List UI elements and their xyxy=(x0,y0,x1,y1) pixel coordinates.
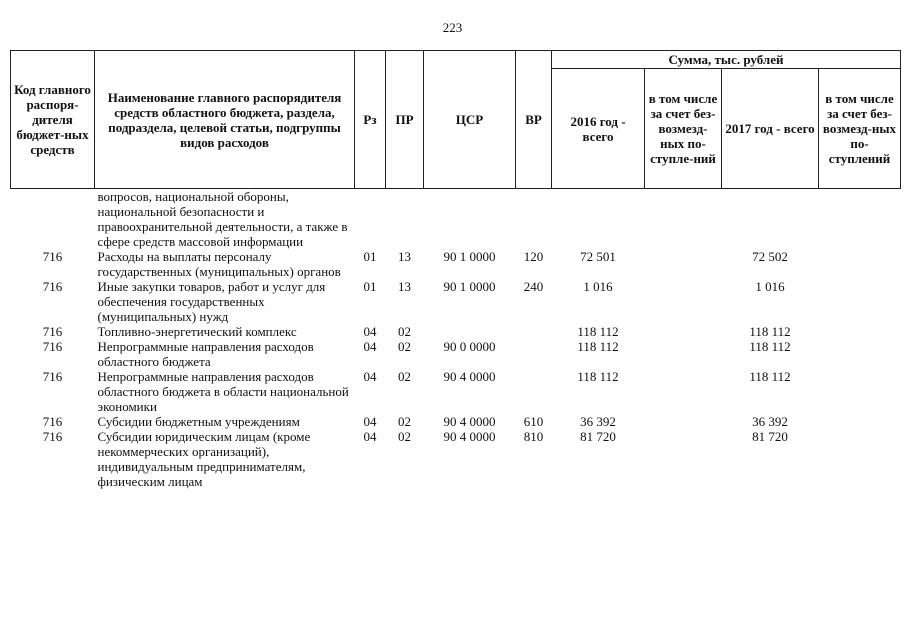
cell-2016-grants xyxy=(645,249,722,279)
cell-csr xyxy=(424,324,516,339)
cell-2016-total: 118 112 xyxy=(577,369,619,384)
cell-vr xyxy=(516,339,552,369)
cell-code: 716 xyxy=(42,249,63,264)
header-sum-group: Сумма, тыс. рублей xyxy=(552,51,901,69)
cell-pr xyxy=(386,189,424,250)
cell-2016-grants xyxy=(645,414,722,429)
cell-pr: 13 xyxy=(398,279,411,294)
cell-2016-total: 72 501 xyxy=(580,249,616,264)
cell-2016-total: 81 720 xyxy=(580,429,616,444)
cell-2017-grants xyxy=(819,324,901,339)
header-pr: ПР xyxy=(386,51,424,189)
cell-code: 716 xyxy=(42,339,63,354)
cell-rz: 04 xyxy=(363,339,377,354)
cell-2016-grants xyxy=(645,189,722,250)
cell-name: Непрограммные направления расходов областного бюджета в области национальной экономики xyxy=(97,369,349,414)
cell-csr: 90 0 0000 xyxy=(443,339,496,354)
cell-vr xyxy=(516,189,552,250)
header-name: Наименование главного распорядителя средств областного бюджета, раздела, подраздела, целевой статьи, подгруппы видов расходов xyxy=(95,51,355,189)
cell-code: 716 xyxy=(42,414,63,429)
cell-csr xyxy=(424,189,516,250)
cell-pr: 02 xyxy=(398,429,411,444)
table-row xyxy=(11,279,901,324)
cell-rz: 01 xyxy=(363,249,377,264)
cell-2017-total: 36 392 xyxy=(752,414,788,429)
cell-2017-grants xyxy=(819,414,901,429)
cell-2016-grants xyxy=(645,369,722,414)
cell-code: 716 xyxy=(42,324,63,339)
table-row xyxy=(11,249,901,279)
cell-csr: 90 1 0000 xyxy=(443,279,496,294)
cell-vr: 120 xyxy=(523,249,544,264)
cell-vr: 810 xyxy=(523,429,544,444)
cell-code: 716 xyxy=(42,279,63,294)
cell-2016-total: 36 392 xyxy=(580,414,616,429)
cell-2017-grants xyxy=(819,369,901,414)
cell-pr: 02 xyxy=(398,339,411,354)
cell-2017-total xyxy=(722,189,819,250)
cell-code: 716 xyxy=(42,369,63,384)
cell-2016-grants xyxy=(645,339,722,369)
table-row xyxy=(11,324,901,339)
header-2017-total: 2017 год - всего xyxy=(722,69,819,189)
header-rz: Рз xyxy=(355,51,386,189)
cell-csr: 90 1 0000 xyxy=(443,249,496,264)
cell-2016-grants xyxy=(645,324,722,339)
cell-2016-total: 118 112 xyxy=(577,324,619,339)
cell-2017-total: 118 112 xyxy=(749,324,791,339)
cell-2017-total: 1 016 xyxy=(755,279,785,294)
cell-vr xyxy=(516,324,552,339)
cell-csr: 90 4 0000 xyxy=(443,429,496,444)
cell-2017-grants xyxy=(819,339,901,369)
cell-pr: 02 xyxy=(398,324,411,339)
cell-vr: 610 xyxy=(523,414,544,429)
cell-2017-total: 72 502 xyxy=(752,249,788,264)
cell-rz: 01 xyxy=(363,279,377,294)
cell-2016-total xyxy=(552,189,645,250)
header-2017-grants: в том числе за счет без-возмезд-ных по-ступлений xyxy=(819,69,901,189)
cell-2017-total: 118 112 xyxy=(749,339,791,354)
cell-pr: 02 xyxy=(398,369,411,384)
cell-pr: 02 xyxy=(398,414,411,429)
cell-code xyxy=(11,189,95,250)
cell-vr xyxy=(516,369,552,414)
cell-name: вопросов, национальной обороны, национальной безопасности и правоохранительной деятельности, а также в сфере средств массовой информации xyxy=(97,189,348,249)
cell-name: Топливно-энергетический комплекс xyxy=(97,324,297,339)
cell-name: Непрограммные направления расходов областного бюджета xyxy=(97,339,314,369)
cell-2016-total: 118 112 xyxy=(577,339,619,354)
header-2016-total: 2016 год - всего xyxy=(552,69,645,189)
cell-name: Субсидии юридическим лицам (кроме некоммерческих организаций), индивидуальным предпринимателям, физическим лицам xyxy=(97,429,311,489)
cell-rz xyxy=(355,189,386,250)
cell-2017-total: 81 720 xyxy=(752,429,788,444)
cell-rz: 04 xyxy=(363,369,377,384)
table-row xyxy=(11,339,901,369)
cell-rz: 04 xyxy=(363,324,377,339)
table-row xyxy=(11,189,901,250)
cell-2016-grants xyxy=(645,279,722,324)
page-number: 223 xyxy=(442,20,463,35)
cell-csr: 90 4 0000 xyxy=(443,414,496,429)
cell-2017-grants xyxy=(819,429,901,489)
cell-vr: 240 xyxy=(523,279,544,294)
header-code: Код главного распоря-дителя бюджет-ных средств xyxy=(11,51,95,189)
cell-name: Субсидии бюджетным учреждениям xyxy=(97,414,300,429)
cell-2017-grants xyxy=(819,249,901,279)
table-header xyxy=(11,51,901,189)
cell-2016-total: 1 016 xyxy=(583,279,613,294)
cell-name: Иные закупки товаров, работ и услуг для обеспечения государственных (муниципальных) нужд xyxy=(97,279,326,324)
cell-rz: 04 xyxy=(363,429,377,444)
cell-code: 716 xyxy=(42,429,63,444)
cell-csr: 90 4 0000 xyxy=(443,369,496,384)
table-row xyxy=(11,369,901,414)
header-vr: ВР xyxy=(516,51,552,189)
cell-2017-total: 118 112 xyxy=(749,369,791,384)
table-row xyxy=(11,414,901,429)
header-csr: ЦСР xyxy=(424,51,516,189)
cell-2016-grants xyxy=(645,429,722,489)
budget-table xyxy=(10,50,901,489)
header-2016-grants: в том числе за счет без-возмезд-ных по-ступле-ний xyxy=(645,69,722,189)
cell-rz: 04 xyxy=(363,414,377,429)
table-row xyxy=(11,429,901,489)
cell-name: Расходы на выплаты персоналу государственных (муниципальных) органов xyxy=(97,249,341,279)
cell-pr: 13 xyxy=(398,249,411,264)
cell-2017-grants xyxy=(819,279,901,324)
cell-2017-grants xyxy=(819,189,901,250)
